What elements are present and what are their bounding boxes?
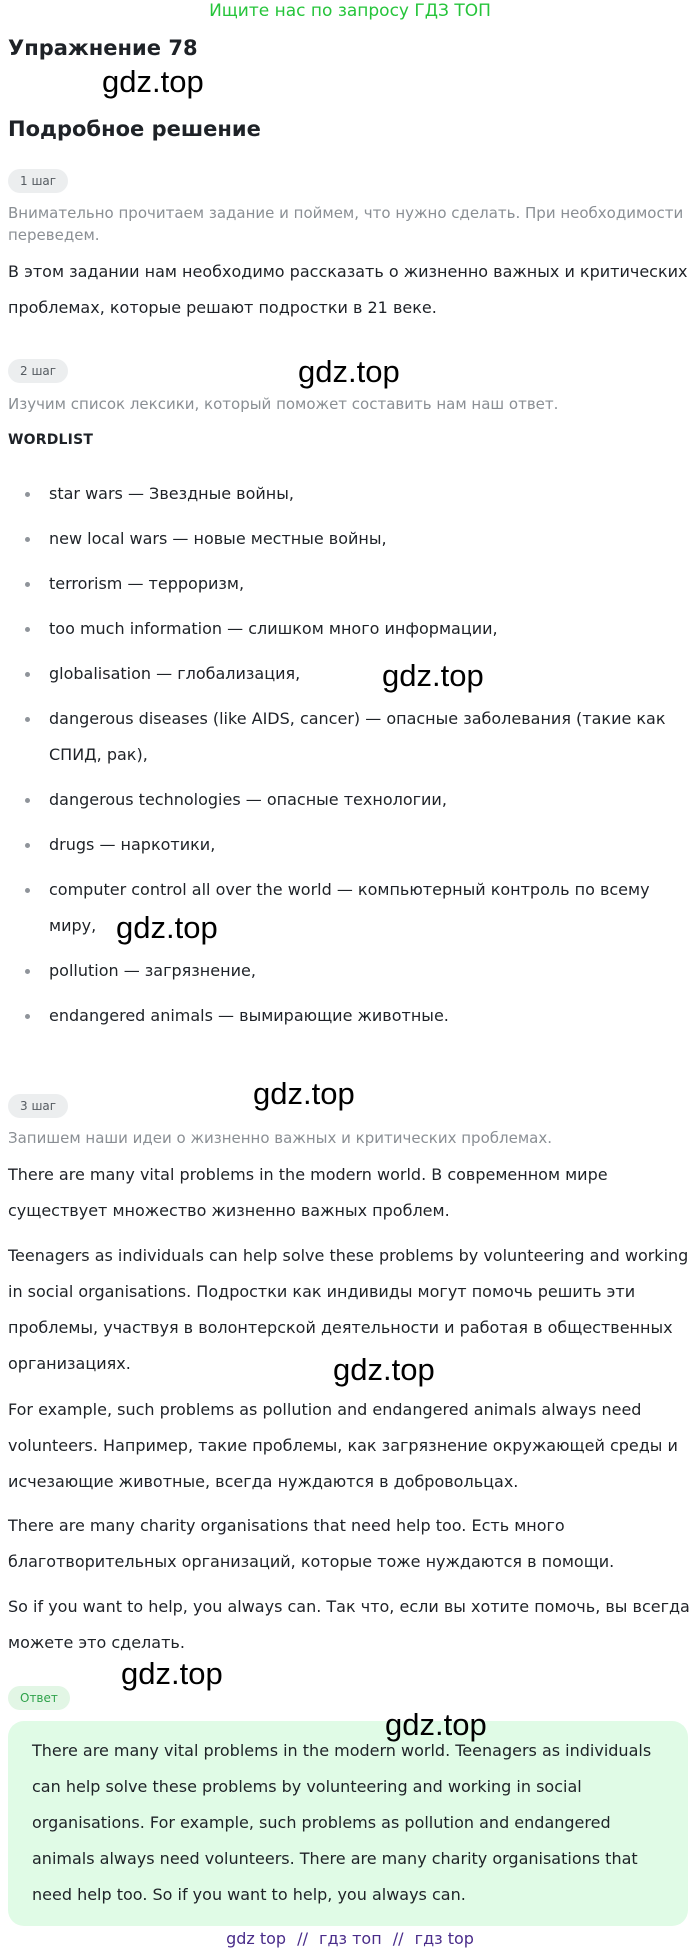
list-item-text: endangered animals — вымирающие животные. (49, 1006, 449, 1025)
step-badge-label: 2 шаг (8, 359, 68, 383)
step-3-paragraph: For example, such problems as pollution and endangered animals always need volunteers. Например, такие проблемы, как загрязнение окружающей среды и исчезающие животные, всегда нуждаются в добровольцах. (8, 1400, 678, 1491)
bullet-icon (25, 717, 30, 722)
list-item-text: terrorism — терроризм, (49, 574, 245, 593)
step-badge-label: 3 шаг (8, 1094, 68, 1118)
bullet-icon (25, 627, 30, 632)
answer-badge (8, 1686, 70, 1710)
list-item (20, 827, 690, 863)
list-item-text: pollution — загрязнение, (49, 961, 256, 980)
watermark: gdz.top (385, 1707, 487, 1742)
watermark: gdz.top (253, 1076, 355, 1111)
step-3-paragraph: Teenagers as individuals can help solve these problems by volunteering and working in social organisations. Подростки как индивиды могут помочь решить эти проблемы, участвуя в волонтерской деятельности и работая в общественных организациях. (8, 1246, 689, 1373)
step-2-hint: Изучим список лексики, который поможет составить нам наш ответ. (8, 395, 559, 413)
list-item-text: globalisation — глобализация, (49, 664, 301, 683)
search-banner[interactable]: Ищите нас по запросу ГДЗ ТОП (209, 1, 491, 21)
list-item-text: dangerous technologies — опасные технологии, (49, 790, 447, 809)
list-item (20, 656, 690, 692)
watermark: gdz.top (102, 64, 204, 99)
step-1-text: В этом задании нам необходимо рассказать о жизненно важных и критических проблемах, которые решают подростки в 21 веке. (8, 262, 688, 317)
step-3-paragraph: There are many vital problems in the modern world. В современном мире существует множество жизненно важных проблем. (8, 1165, 608, 1220)
list-item-text: computer control all over the world — компьютерный контроль по всему миру, (49, 880, 650, 935)
list-item-text: drugs — наркотики, (49, 835, 216, 854)
bullet-icon (25, 492, 30, 497)
list-item-text: too much information — слишком много информации, (49, 619, 498, 638)
bullet-icon (25, 582, 30, 587)
list-item (20, 476, 690, 512)
list-item (20, 782, 690, 818)
bullet-icon (25, 672, 30, 677)
list-item-text: dangerous diseases (like AIDS, cancer) — опасные заболевания (такие как СПИД, рак), (49, 709, 666, 764)
list-item (20, 611, 690, 647)
step-2-badge (8, 359, 68, 383)
list-item (20, 566, 690, 602)
exercise-title: Упражнение 78 (8, 36, 198, 60)
watermark: gdz.top (121, 1656, 223, 1691)
footer-separator: // (297, 1929, 308, 1948)
answer-text: There are many vital problems in the modern world. Teenagers as individuals can help solve these problems by volunteering and working in social organisations. For example, such problems as pollution and endangered animals always need volunteers. There are many charity organisations that need help too. So if you want to help, you always can. (32, 1741, 652, 1904)
bullet-icon (25, 1014, 30, 1019)
bullet-icon (25, 798, 30, 803)
step-3-paragraph: There are many charity organisations that need help too. Есть много благотворительных организаций, которые тоже нуждаются в помощи. (8, 1516, 615, 1571)
step-3-badge (8, 1094, 68, 1118)
bullet-icon (25, 537, 30, 542)
answer-badge-label: Ответ (8, 1686, 70, 1710)
list-item (20, 953, 690, 989)
step-1-hint: Внимательно прочитаем задание и поймем, что нужно сделать. При необходимости переведем. (8, 204, 684, 244)
step-1-badge (8, 169, 68, 193)
list-item-text: new local wars — новые местные войны, (49, 529, 387, 548)
footer-link-gdz-top-mixed[interactable]: гдз top (414, 1929, 474, 1948)
answer-box (8, 1721, 688, 1926)
watermark: gdz.top (116, 910, 218, 945)
list-item (20, 998, 690, 1034)
bullet-icon (25, 969, 30, 974)
watermark: gdz.top (382, 658, 484, 693)
footer-links (0, 1928, 700, 1950)
step-badge-label: 1 шаг (8, 169, 68, 193)
wordlist-title: WORDLIST (8, 432, 94, 448)
list-item (20, 521, 690, 557)
wordlist (20, 476, 690, 1043)
list-item (20, 701, 690, 773)
footer-link-gdz-top[interactable]: gdz top (226, 1929, 287, 1948)
footer-separator: // (392, 1929, 404, 1948)
footer-link-gdz-top-ru[interactable]: гдз топ (319, 1929, 382, 1948)
solution-title: Подробное решение (8, 117, 261, 141)
step-3-hint: Запишем наши идеи о жизненно важных и критических проблемах. (8, 1129, 552, 1147)
bullet-icon (25, 888, 30, 893)
bullet-icon (25, 843, 30, 848)
watermark: gdz.top (298, 354, 400, 389)
watermark: gdz.top (333, 1352, 435, 1387)
step-3-paragraph: So if you want to help, you always can. Так что, если вы хотите помочь, вы всегда можете это сделать. (8, 1597, 690, 1652)
list-item-text: star wars — Звездные войны, (49, 484, 294, 503)
